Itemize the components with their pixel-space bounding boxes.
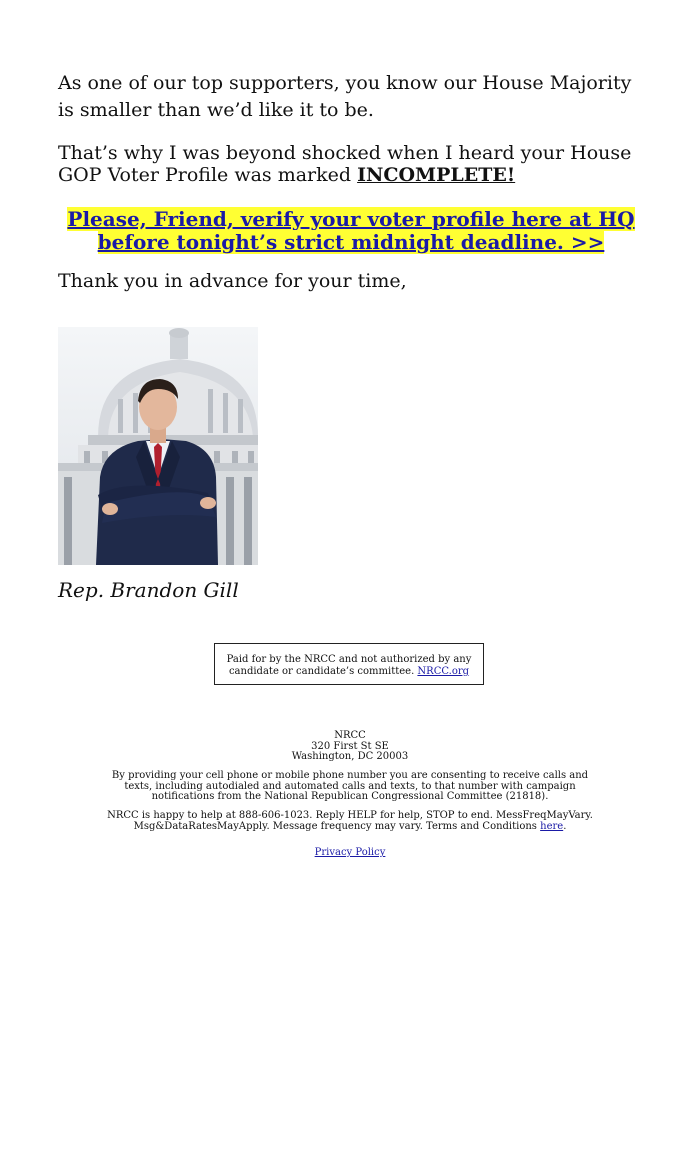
footer-address (98, 731, 602, 763)
footer-privacy (98, 848, 602, 859)
verify-profile-link[interactable]: Please, Friend, verify your voter profile here at HQ before tonight’s strict midnight deadline. >> (67, 207, 635, 254)
consent-text: By providing your cell phone or mobile phone number you are consenting to receive calls and texts, including autodialed and automated calls and texts, to that number with campaign notifications from the National Republican Congressional Committee (21818). (111, 770, 589, 802)
footer-org: NRCC (334, 730, 366, 741)
help-text: NRCC is happy to help at 888-606-1023. Reply HELP for help, STOP to end. MessFreqMayVary. Msg&DataRatesMayApply. Message frequency may vary. Terms and Conditions (107, 810, 593, 832)
help-paragraph (98, 811, 602, 832)
disclaimer-text: Paid for by the NRCC and not authorized by any candidate or candidate’s committee. (226, 654, 472, 677)
shock-text: That’s why I was beyond shocked when I heard your House GOP Voter Profile was marked (58, 142, 632, 186)
terms-here-link[interactable]: here (540, 820, 564, 832)
paid-for-disclaimer (214, 643, 484, 685)
cta-container (46, 208, 656, 254)
privacy-row (98, 848, 602, 859)
email-body (58, 70, 648, 313)
thanks-paragraph: Thank you in advance for your time, (58, 270, 407, 292)
footer-city: Washington, DC 20003 (291, 751, 409, 762)
footer-help (98, 811, 602, 832)
footer-street: 320 First St SE (311, 740, 389, 752)
rep-photo (58, 327, 258, 565)
shock-paragraph (58, 142, 648, 186)
incomplete-label: INCOMPLETE! (357, 164, 516, 186)
signature: Rep. Brandon Gill (58, 578, 239, 602)
footer-consent (98, 771, 602, 803)
capitol-portrait-image (58, 327, 258, 565)
privacy-policy-link[interactable]: Privacy Policy (314, 847, 386, 858)
intro-paragraph: As one of our top supporters, you know our House Majority is smaller than we’d like it to be. (58, 72, 632, 121)
help-end: . (563, 820, 567, 832)
nrcc-org-link[interactable]: NRCC.org (417, 666, 470, 677)
